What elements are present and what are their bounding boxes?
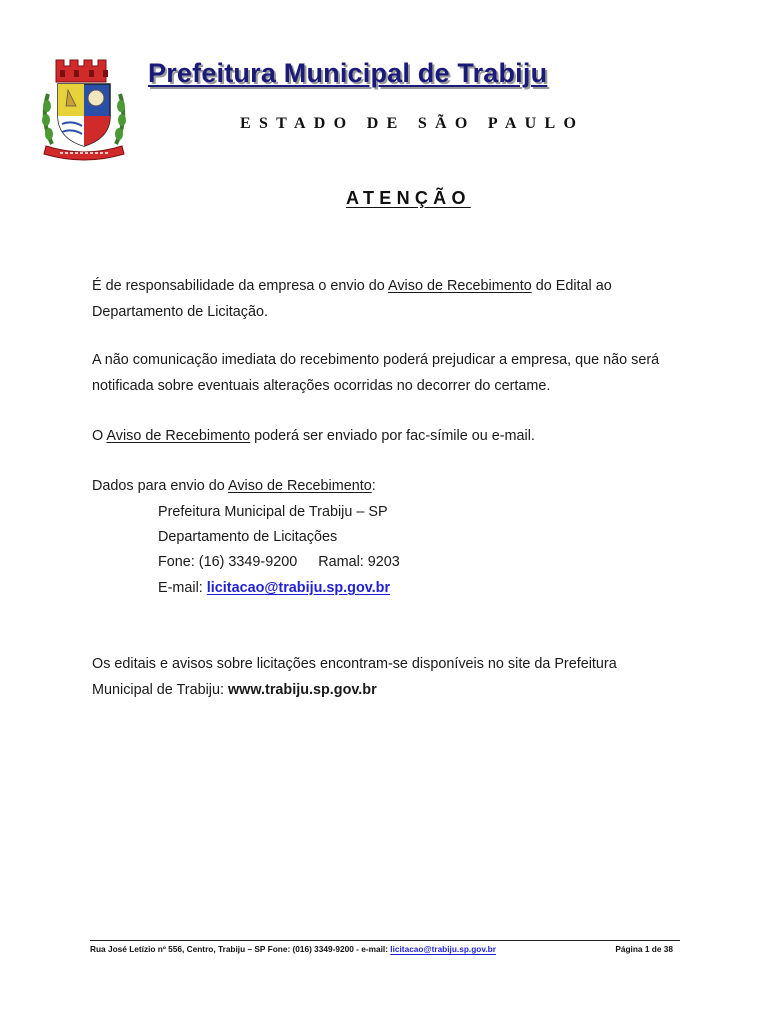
coat-of-arms-icon (38, 54, 130, 162)
ramal-number: Ramal: 9203 (318, 554, 400, 570)
contact-phone (158, 549, 400, 575)
aviso-recebimento-term: Aviso de Recebimento (228, 478, 372, 494)
contact-department: Departamento de Licitações (158, 529, 338, 545)
paragraph-send-method (92, 423, 678, 449)
email-label: E-mail: (158, 580, 207, 596)
footer-divider (90, 940, 680, 941)
footer-email-link[interactable]: licitacao@trabiju.sp.gov.br (390, 944, 496, 954)
footer-address (90, 944, 496, 954)
phone-number: Fone: (16) 3349-9200 (158, 554, 298, 570)
paragraph-warning: A não comunicação imediata do recebimento poderá prejudicar a empresa, que não será notificada sobre eventuais alterações ocorridas no decorrer do certame. (92, 352, 660, 394)
paragraph-text: Dados para envio do (92, 478, 229, 494)
paragraph-text: O (92, 428, 107, 444)
page-number: Página 1 de 38 (615, 944, 673, 954)
contact-email (158, 575, 390, 601)
paragraph-text: : (371, 478, 376, 494)
paragraph-text: É de responsabilidade da empresa o envio do (92, 278, 389, 294)
aviso-recebimento-term: Aviso de Recebimento (106, 428, 251, 444)
footer-address-text: Rua José Letízio nº 556, Centro, Trabiju – SP Fone: (016) 3349-9200 - e-mail: (90, 944, 391, 954)
state-subtitle: ESTADO DE SÃO PAULO (240, 115, 585, 132)
notice-heading: ATENÇÃO (346, 188, 471, 208)
paragraph-contact-intro (92, 473, 678, 499)
contact-organization: Prefeitura Municipal de Trabiju – SP (158, 504, 388, 520)
paragraph-text: poderá ser enviado por fac-símile ou e-mail. (250, 428, 535, 444)
paragraph-website (92, 651, 678, 703)
paragraph-text: do Edital ao Departamento de Licitação. (92, 278, 612, 320)
website-link[interactable]: www.trabiju.sp.gov.br (227, 682, 377, 698)
email-link[interactable]: licitacao@trabiju.sp.gov.br (206, 580, 391, 596)
paragraph-text: Os editais e avisos sobre licitações encontram-se disponíveis no site da Prefeitura Municipal de Trabiju: (92, 656, 617, 698)
page-title: Prefeitura Municipal de Trabiju (148, 58, 548, 88)
aviso-recebimento-term: Aviso de Recebimento (388, 278, 532, 294)
paragraph-responsibility (92, 273, 678, 325)
